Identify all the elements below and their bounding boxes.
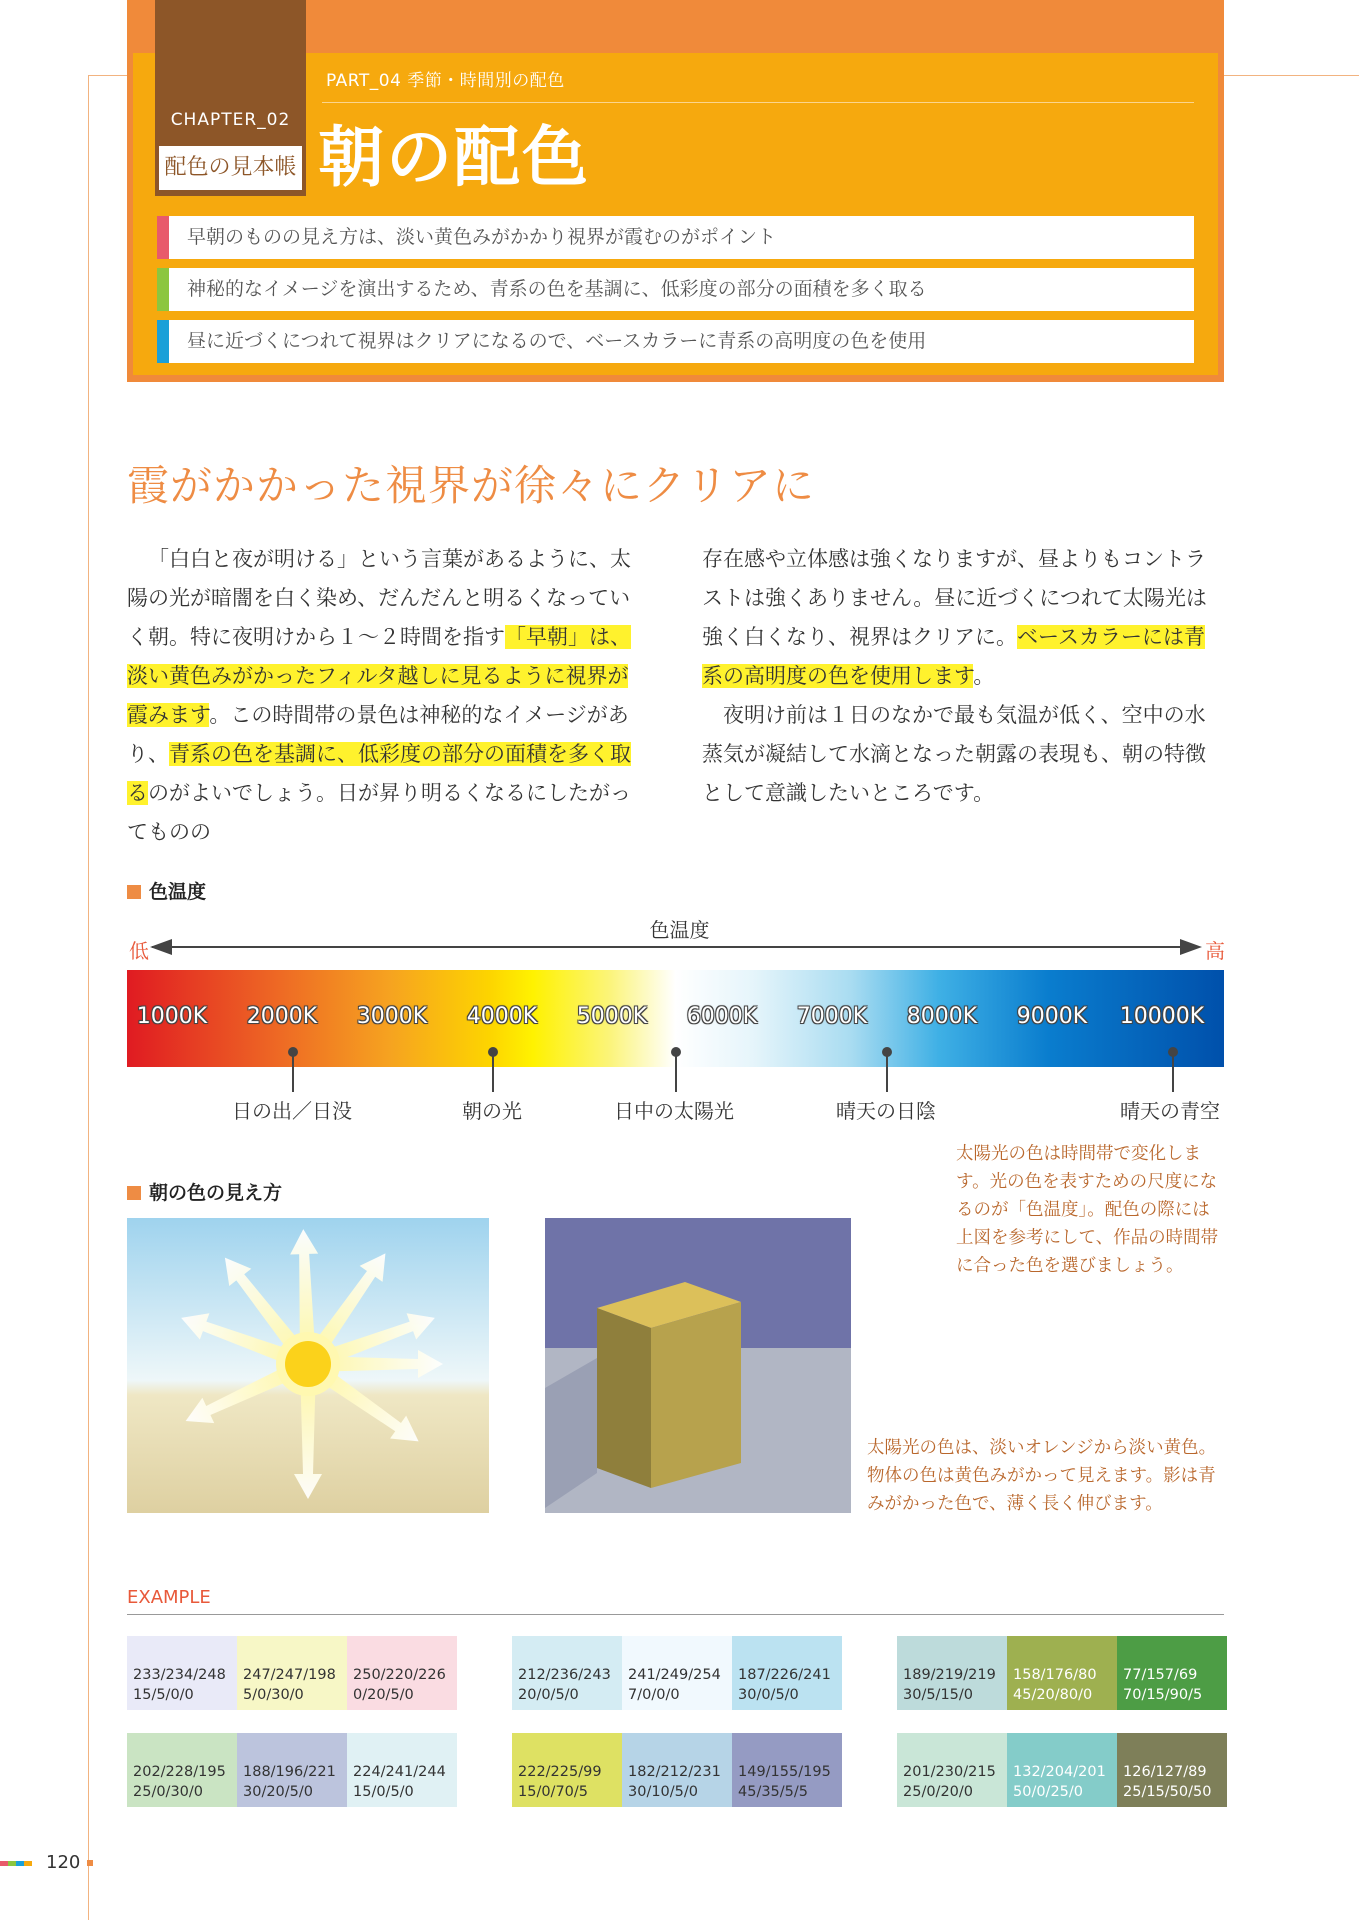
key-point-text: 早朝のものの見え方は、淡い黄色みがかかり視界が霞むのがポイント bbox=[187, 226, 777, 248]
swatch-cmyk: 30/20/5/0 bbox=[243, 1784, 314, 1800]
color-swatch bbox=[1007, 1733, 1117, 1807]
swatch-cmyk: 5/0/30/0 bbox=[243, 1687, 304, 1703]
temp-tick-label: 3000K bbox=[356, 1004, 428, 1029]
pin-line bbox=[886, 1052, 888, 1092]
footer-stripe bbox=[16, 1861, 24, 1866]
pin-label: 日の出／日没 bbox=[232, 1099, 352, 1123]
color-swatch bbox=[1117, 1636, 1227, 1710]
part-label: PART_04 季節・時間別の配色 bbox=[326, 71, 565, 91]
swatch-cmyk: 0/20/5/0 bbox=[353, 1687, 414, 1703]
temp-tick-label: 7000K bbox=[796, 1004, 868, 1029]
swatch-cmyk: 25/0/20/0 bbox=[903, 1784, 974, 1800]
key-point-marker bbox=[157, 268, 169, 311]
swatch-rgb: 247/247/198 bbox=[243, 1667, 336, 1683]
color-swatch bbox=[237, 1733, 347, 1807]
color-swatch bbox=[1117, 1733, 1227, 1807]
highlighted-text: 青系の色を基調に、低彩度の部分の面積を多く取る bbox=[127, 742, 631, 805]
color-swatch bbox=[732, 1636, 842, 1710]
swatch-rgb: 212/236/243 bbox=[518, 1667, 611, 1683]
swatch-cmyk: 7/0/0/0 bbox=[628, 1687, 680, 1703]
temp-tick-label: 2000K bbox=[246, 1004, 318, 1029]
swatch-rgb: 241/249/254 bbox=[628, 1667, 721, 1683]
heading-square-icon bbox=[127, 885, 141, 899]
color-swatch bbox=[622, 1636, 732, 1710]
temp-tick-label: 5000K bbox=[576, 1004, 648, 1029]
swatch-cmyk: 30/10/5/0 bbox=[628, 1784, 699, 1800]
color-swatch bbox=[512, 1733, 622, 1807]
body-text-span: 「白白と夜が明ける」という言葉があるように、太陽の光が暗闇を白く染め、だんだんと明るくなっていく朝。特に夜明けから１～２時間を指す bbox=[127, 547, 631, 649]
arrow-right-icon bbox=[1180, 939, 1202, 955]
temp-tick-label: 8000K bbox=[906, 1004, 978, 1029]
key-point-text: 神秘的なイメージを演出するため、青系の色を基調に、低彩度の部分の面積を多く取る bbox=[187, 278, 927, 300]
divider bbox=[127, 1614, 1224, 1615]
margin-guide-vertical bbox=[88, 75, 89, 1920]
swatch-rgb: 158/176/80 bbox=[1013, 1667, 1097, 1683]
example-label: EXAMPLE bbox=[127, 1587, 211, 1608]
swatch-cmyk: 25/0/30/0 bbox=[133, 1784, 204, 1800]
color-swatch bbox=[512, 1636, 622, 1710]
swatch-rgb: 233/234/248 bbox=[133, 1667, 226, 1683]
temp-axis-label: 色温度 bbox=[649, 918, 710, 942]
pin-line bbox=[492, 1052, 494, 1092]
page-number: 120 bbox=[46, 1852, 81, 1873]
cube-icon bbox=[545, 1218, 851, 1513]
color-swatch bbox=[347, 1733, 457, 1807]
morning-view-heading bbox=[127, 1181, 282, 1205]
highlighted-text: ベースカラーには青系の高明度の色を使用します bbox=[702, 625, 1205, 688]
swatch-cmyk: 45/35/5/5 bbox=[738, 1784, 809, 1800]
swatch-rgb: 182/212/231 bbox=[628, 1764, 721, 1780]
sun-illustration bbox=[127, 1218, 489, 1513]
footer-stripe bbox=[0, 1861, 8, 1866]
chapter-subtitle: 配色の見本帳 bbox=[159, 146, 302, 190]
heading-square-icon bbox=[127, 1186, 141, 1200]
heading-text: 色温度 bbox=[149, 881, 207, 903]
key-point-marker bbox=[157, 320, 169, 363]
swatch-rgb: 201/230/215 bbox=[903, 1764, 996, 1780]
body-text-left bbox=[127, 540, 649, 852]
color-swatch bbox=[127, 1733, 237, 1807]
body-paragraph bbox=[702, 540, 1224, 696]
swatch-cmyk: 15/5/0/0 bbox=[133, 1687, 194, 1703]
temp-tick-label: 4000K bbox=[466, 1004, 538, 1029]
pin-line bbox=[1172, 1052, 1174, 1092]
swatch-rgb: 126/127/89 bbox=[1123, 1764, 1207, 1780]
body-text-right bbox=[702, 540, 1224, 813]
swatch-rgb: 149/155/195 bbox=[738, 1764, 831, 1780]
temp-tick-label: 9000K bbox=[1016, 1004, 1088, 1029]
body-paragraph: 夜明け前は１日のなかで最も気温が低く、空中の水蒸気が凝結して水滴となった朝露の表現も、朝の特徴として意識したいところです。 bbox=[702, 703, 1206, 805]
section-title: 霞がかかった視界が徐々にクリアに bbox=[127, 461, 816, 510]
pin-label: 朝の光 bbox=[462, 1099, 522, 1123]
key-point-text: 昼に近づくにつれて視界はクリアになるので、ベースカラーに青系の高明度の色を使用 bbox=[187, 330, 927, 352]
margin-guide-top-left bbox=[88, 75, 128, 76]
color-temp-note: 太陽光の色は時間帯で変化します。光の色を表すための尺度になるのが「色温度」。配色の際には上図を参考にして、作品の時間帯に合った色を選びましょう。 bbox=[956, 1144, 1219, 1276]
pin-line bbox=[292, 1052, 294, 1092]
swatch-rgb: 250/220/226 bbox=[353, 1667, 446, 1683]
pin-line bbox=[675, 1052, 677, 1092]
swatch-rgb: 187/226/241 bbox=[738, 1667, 831, 1683]
swatch-cmyk: 25/15/50/50 bbox=[1123, 1784, 1212, 1800]
swatch-rgb: 202/228/195 bbox=[133, 1764, 226, 1780]
swatch-cmyk: 70/15/90/5 bbox=[1123, 1687, 1203, 1703]
temp-low-label: 低 bbox=[129, 939, 149, 963]
color-swatch bbox=[237, 1636, 347, 1710]
swatch-rgb: 188/196/221 bbox=[243, 1764, 336, 1780]
swatch-rgb: 222/225/99 bbox=[518, 1764, 602, 1780]
swatch-rgb: 224/241/244 bbox=[353, 1764, 446, 1780]
temp-arrow-line bbox=[152, 946, 1196, 948]
swatch-cmyk: 20/0/5/0 bbox=[518, 1687, 579, 1703]
divider bbox=[322, 102, 1194, 103]
swatch-rgb: 189/219/219 bbox=[903, 1667, 996, 1683]
color-swatch bbox=[347, 1636, 457, 1710]
temp-high-label: 高 bbox=[1205, 939, 1225, 963]
highlighted-text: 「早朝」は、淡い黄色みがかったフィルタ越しに見るように視界が霞みます bbox=[127, 625, 631, 727]
body-text-span: 。この時間帯の景色は神秘的なイメージがあり、 bbox=[127, 703, 629, 766]
swatch-rgb: 132/204/201 bbox=[1013, 1764, 1106, 1780]
swatch-cmyk: 15/0/70/5 bbox=[518, 1784, 589, 1800]
chapter-label: CHAPTER_02 bbox=[170, 110, 291, 130]
swatch-cmyk: 45/20/80/0 bbox=[1013, 1687, 1093, 1703]
temp-tick-label: 1000K bbox=[136, 1004, 208, 1029]
color-temp-heading bbox=[127, 880, 206, 904]
sun-icon bbox=[127, 1218, 489, 1513]
heading-text: 朝の色の見え方 bbox=[149, 1182, 283, 1204]
margin-guide-top-right bbox=[1223, 75, 1359, 76]
swatch-cmyk: 15/0/5/0 bbox=[353, 1784, 414, 1800]
page-marker bbox=[87, 1860, 93, 1866]
cube-illustration bbox=[545, 1218, 851, 1513]
pin-label: 晴天の青空 bbox=[1120, 1099, 1220, 1123]
key-point-marker bbox=[157, 216, 169, 259]
color-swatch bbox=[127, 1636, 237, 1710]
body-text-span: 存在感や立体感は強くなりますが、昼よりもコントラストは強くありません。昼に近づくにつれて太陽光は強く白くなり、視界はクリアに。 bbox=[702, 547, 1207, 649]
color-swatch bbox=[622, 1733, 732, 1807]
key-point-1 bbox=[157, 216, 1194, 259]
key-point-2 bbox=[157, 268, 1194, 311]
morning-view-note: 太陽光の色は、淡いオレンジから淡い黄色。物体の色は黄色みがかって見えます。影は青みがかった色で、薄く長く伸びます。 bbox=[867, 1438, 1217, 1514]
swatch-cmyk: 30/0/5/0 bbox=[738, 1687, 799, 1703]
page-title: 朝の配色 bbox=[318, 119, 590, 196]
color-swatch bbox=[897, 1636, 1007, 1710]
key-point-3 bbox=[157, 320, 1194, 363]
pin-label: 日中の太陽光 bbox=[614, 1099, 734, 1123]
temp-tick-label: 6000K bbox=[686, 1004, 758, 1029]
footer-stripe bbox=[24, 1861, 32, 1866]
swatch-cmyk: 50/0/25/0 bbox=[1013, 1784, 1084, 1800]
body-text-span: 。 bbox=[973, 664, 995, 688]
body-text-span: のがよいでしょう。日が昇り明るくなるにしたがってものの bbox=[127, 781, 631, 844]
color-swatch bbox=[1007, 1636, 1117, 1710]
color-swatch bbox=[897, 1733, 1007, 1807]
arrow-left-icon bbox=[150, 939, 172, 955]
pin-label: 晴天の日陰 bbox=[836, 1099, 936, 1123]
temp-tick-label: 10000K bbox=[1119, 1004, 1205, 1029]
footer-stripe bbox=[8, 1861, 16, 1866]
swatch-cmyk: 30/5/15/0 bbox=[903, 1687, 974, 1703]
swatch-rgb: 77/157/69 bbox=[1123, 1667, 1198, 1683]
color-swatch bbox=[732, 1733, 842, 1807]
